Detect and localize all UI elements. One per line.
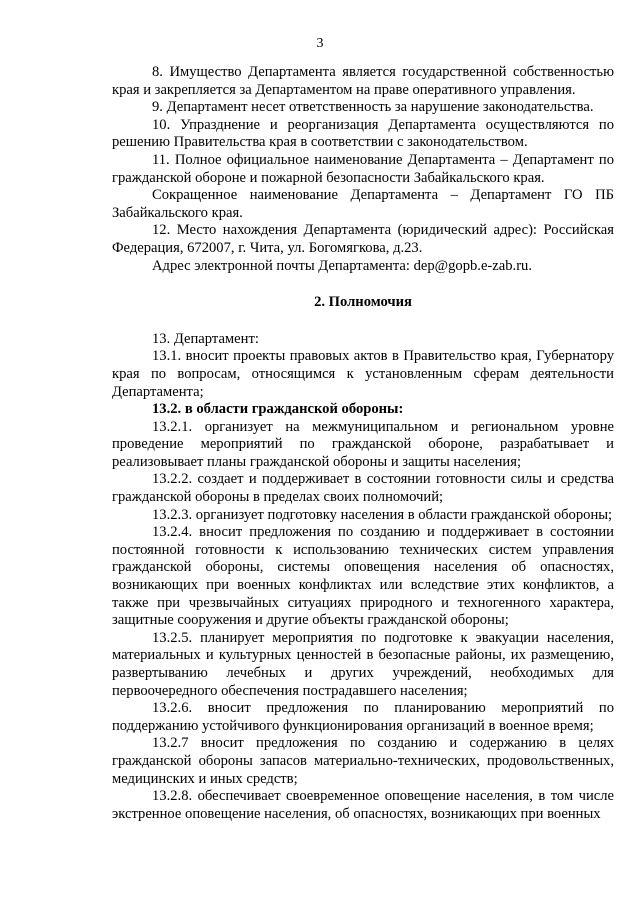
paragraph-full-name: 11. Полное официальное наименование Департамента – Департамент по гражданской обороне и пожарной безопасности Забайкальского края. [112,151,614,186]
subsection-heading: 13.2. в области гражданской обороны: [152,401,404,418]
paragraph-13-2-4: 13.2.4. вносит предложения по созданию и поддерживает в состоянии постоянной готовности к использованию технических систем управления гражданской обороны, системы оповещения населения об опасностях, возникающих при военных конфликтах или вследствие этих конфликтов, а также при чрезвычайных ситуациях природного и техногенного характера, защитные сооружения и другие объекты гражданской обороны; [112,524,614,629]
paragraph-13-2-8: 13.2.8. обеспечивает своевременное оповещение населения, в том числе экстренное оповещение населения, об опасностях, возникающих при военных [112,788,614,822]
paragraph-13-2-3: 13.2.3. организует подготовку населения в области гражданской обороны; [152,506,613,523]
paragraph-13-1: 13.1. вносит проекты правовых актов в Правительство края, Губернатору края по вопросам, относящимся к установленным сферам деятельности Департамента; [112,348,614,400]
paragraph-13-2-1: 13.2.1. организует на межмуниципальном и региональном уровне проведение мероприятий по гражданской обороне, разрабатывает и реализовывает планы гражданской обороны и защиты населения; [112,418,614,470]
paragraph-address: 12. Место нахождения Департамента (юридический адрес): Российская Федерация, 672007, г. Чита, ул. Богомягкова, д.23. [112,222,614,256]
paragraph-13-2-2: 13.2.2. создает и поддерживает в состоянии готовности силы и средства гражданской обороны в пределах своих полномочий; [112,471,614,506]
paragraph-13-2-7: 13.2.7 вносит предложения по созданию и содержанию в целях гражданской обороны запасов материально-технических, продовольственных, медицинских и иных средств; [112,735,614,787]
paragraph-13-2-5: 13.2.5. планирует мероприятия по подготовке к эвакуации населения, материальных и культурных ценностей в безопасные районы, их размещению, развертыванию лечебных и других учреждений, необходимых для первоочередного обеспечения пострадавшего населения; [112,629,614,699]
paragraph-property: 8. Имущество Департамента является государственной собственностью края и закрепляется за Департаментом на праве оперативного управления. [112,64,614,98]
paragraph-department: 13. Департамент: [152,330,259,347]
page-number: 3 [316,36,324,51]
paragraph-short-name: Сокращенное наименование Департамента – Департамент ГО ПБ Забайкальского края. [112,187,614,221]
section-heading: 2. Полномочия [314,294,412,311]
paragraph-email: Адрес электронной почты Департамента: dep@gopb.e-zab.ru. [152,257,532,274]
paragraph-13-2-6: 13.2.6. вносит предложения по планированию мероприятий по поддержанию устойчивого функционирования организаций в военное время; [112,700,614,734]
document-body [112,64,614,823]
paragraph-responsibility: 9. Департамент несет ответственность за нарушение законодательства. [152,99,594,116]
paragraph-reorganization: 10. Упразднение и реорганизация Департамента осуществляются по решению Правительства края в соответствии с законодательством. [112,116,614,151]
